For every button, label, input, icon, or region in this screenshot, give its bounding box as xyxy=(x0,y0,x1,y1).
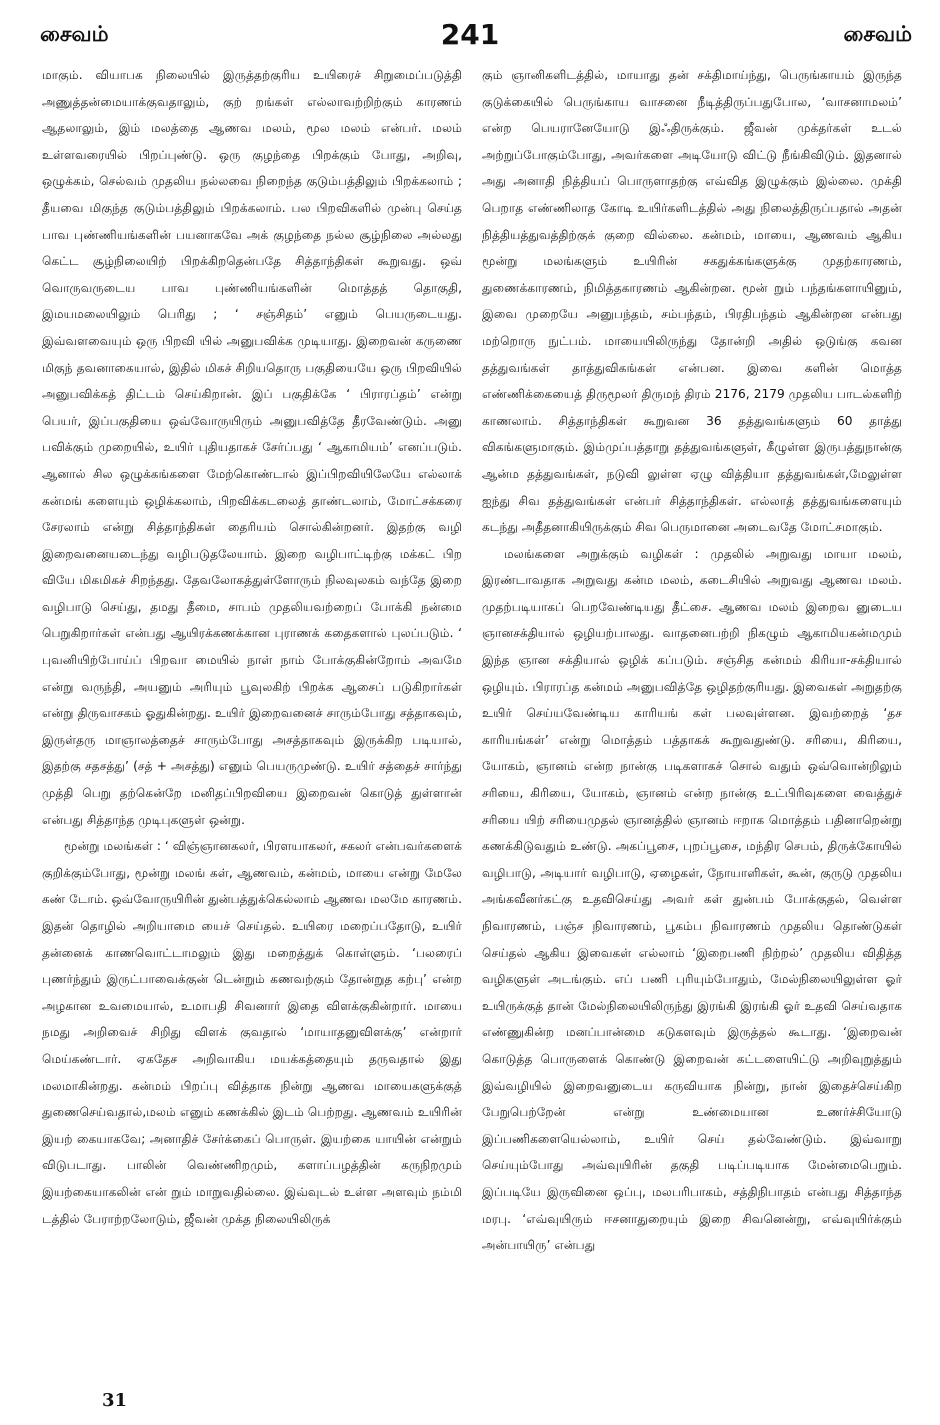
left-column xyxy=(42,62,462,1382)
left-paragraph-1: மாகும். வியாபக நிலையில் இருத்தற்குரிய உயிரைச் சிறுமைப்படுத்தி அணுத்தன்மையாக்குவதாலும், குற் றங்கள் எல்லாவற்றிற்கும் காரணம் ஆதலாலும், இம் மலத்தை ஆணவ மலம், மூல மலம் என்பர். மலம் உள்ளவரையில் பிறப்புண்டு. ஒரு குழந்தை பிறக்கும் போது, அறிவு, ஒழுக்கம், செல்வம் முதலிய நல்லவை நிறைந்த குடும்பத்திலும் பிறக்கலாம் ; தீயவை மிகுந்த குடும்பத்திலும் பிறக்கலாம். பல பிறவிகளில் முன்பு செய்த பாவ புண்ணியங்களின் பயனாகவே அக் குழந்தை நல்ல சூழ்நிலை அல்லது கெட்ட சூழ்நிலையிற் பிறக்கிறதென்பதே சித்தாந்திகள் கூறுவது. ஒவ் வொருவருடைய பாவ புண்ணியங்களின் மொத்தத் தொகுதி, இமயமலையிலும் பெரிது ; ‘ சஞ்சிதம்’ எனும் பெயருடையது. இவ்வளவையும் ஒரு பிறவி யில் அனுபவிக்க முடியாது. இறைவன் கருணை மிகுந் தவனாகையால், இதில் மிகச் சிறியதொரு பகுதியையே ஒரு பிறவியில் அனுபவிக்கத் திட்டம் செய்கிறான். இப் பகுதிக்கே ‘ பிராரப்தம்’ என்று பெயர், இப்பகுதியை ஒவ்வோருயிரும் அனுபவித்தே தீரவேண்டும். அனு பவிக்கும் முறையில், உயிர் புதியதாகச் சேர்ப்பது ‘ ஆகாமியம்’ எனப்படும். ஆனால் சில ஒழுக்கங்களை மேற்கொண்டால் இப்பிறவியிலேயே எல்லாக் கன்மங் களையும் ஒழிக்கலாம், பிறவிக்கடலைத் தாண்டலாம், மோட்சக்கரை சேரலாம் என்று சித்தாந்திகள் தைரியம் சொல்கின்றனர். இதற்கு வழி இறைவனையடைந்து வழிபடுதலேயாம். இறை வழிபாட்டிற்கு மக்கட் பிற வியே மிகமிகச் சிறந்தது. தேவலோகத்துள்ளோரும் நிலவுலகம் வந்தே இறை வழிபாடு செய்து, தமது தீமை, சாபம் முதலியவற்றைப் போக்கி நன்மை பெறுகிறார்கள் என்பது ஆயிரக்கணக்கான புராணக் கதைகளால் புலப்படும். ‘ புவனியிற்போய்ப் பிறவா மையில் நாள் நாம் போக்குகின்றோம் அவமே என்று வருந்தி, அயனும் அரியும் பூவுலகிற் பிறக்க ஆசைப் படுகிறார்கள் என்று திருவாசகம் ஓதுகின்றது. உயிர் இறைவனைச் சாரும்போது சத்தாகவும், இருள்தரு மாஞாலத்தைச் சாரும்போது அசத்தாகவும் இருக்கிற படியால், இதற்கு சதசத்து’ (சத் + அசத்து) எனும் பெயருமுண்டு. உயிர் சத்தைச் சார்ந்து முத்தி பெறு தற்கென்றே மனிதப்பிறவியை இறைவன் கொடுத் துள்ளான் என்பது சித்தாந்த முடிபுகளுள் ஒன்று. xyxy=(42,68,462,827)
left-paragraph-2: மூன்று மலங்கள் : ‘ விஞ்ஞானகலர், பிரளயாகலர், சகலர் என்பவர்களைக் குறிக்கும்போது, மூன்று மலங் கள், ஆணவம், கன்மம், மாயை என்று மேலே கண் டோம். ஒவ்வோருயிரின் துன்பத்துக்கெல்லாம் ஆணவ மலமே காரணம். இதன் தொழில் அறியாமை யைச் செய்தல். உயிரை மறைப்பதோடு, உயிர் தன்னைக் காணவொட்டாமலும் இது மறைத்துக் கொள்ளும். ‘பலரைப் புணர்ந்தும் இருட்பாவைக்குன் டென்றும் கணவற்கும் தோன்றுத கற்பு’ என்ற அழகான உவமையால், உமாபதி சிவனார் இதை விளக்குகின்றார். மாயை நமது அறிவைச் சிறிது விளக் குவதால் ‘மாயாதனுவிளக்கு’ என்றார் மெய்கண்டார். ஏகதேச அறிவாகிய மயக்கத்தையும் தருவதால் இது மலமாகின்றது. கன்மம் பிறப்பு வித்தாக நின்று ஆணவ மாயைகளுக்குத் துணைசெய்வதால்,மலம் எனும் கணக்கில் இடம் பெற்றது. ஆணவம் உயிரின் இயற் கையாகவே; அனாதிச் சேர்க்கைப் பொருள். இயற்கை யாயின் என்றும் விடுபடாது. பாலின் வெண்ணிறமும், களாப்பழத்தின் கருநிறமும் இயற்கையாகலின் என் றும் மாறுவதில்லை. இவ்வுடல் உள்ள அளவும் நம்மி டத்தில் பேராற்றலோடும், ஜீவன் முக்த நிலையிலிருக் xyxy=(42,839,462,1226)
page-number: 241 xyxy=(440,18,500,51)
right-paragraph-2: மலங்களை அறுக்கும் வழிகள் : முதலில் அறுவது மாயா மலம், இரண்டாவதாக அறுவது கன்ம மலம், கடைசியில் அறுவது ஆணவ மலம். முதற்படியாகப் பெறவேண்டியது தீட்சை. ஆணவ மலம் இறைவ னுடைய ஞானசக்தியால் ஒழியற்பாலது. வாதனைபற்றி நிகழும் ஆகாமியகன்மமும் இந்த ஞான சக்தியால் ஒழிக் கப்படும். சஞ்சித கன்மம் கிரியா-சக்தியால் ஒழியும். பிராரப்த கன்மம் அனுபவித்தே ஒழிதற்குரியது. இவைகள் அறுதற்கு உயிர் செய்யவேண்டிய காரியங் கள் பலவுள்ளன. இவற்றைத் ‘தச காரியங்கள்’ என்று மொத்தம் பத்தாகக் கூறுவதுண்டு. சரியை, கிரியை, யோகம், ஞானம் என்ற நான்கு படிகளாகச் சொல் வதும் ஒவ்வொன்றிலும் சரியை, கிரியை, யோகம், ஞானம் என்ற நான்கு உட்பிரிவுகளை வைத்துச் சரியை யிற் சரியைமுதல் ஞானத்தில் ஞானம் ஈறாக மொத்தம் பதினாறென்று கணக்கிடுவதும் உண்டு. அகப்பூசை, புறப்பூசை, மந்திர செபம், திருக்கோயில் வழிபாடு, அடியார் வழிபாடு, ஏழைகள், நோயாளிகள், கூன், குருடு முதலிய அங்கவீனர்கட்கு உதவிசெய்து அவர் கள் துன்பம் போக்குதல், வெள்ள நிவாரணம், பஞ்ச நிவாரணம், பூகம்ப நிவாரணம் முதலிய தொண்டுகள் செய்தல் ஆகிய இவைகள் எல்லாம் ‘இறைபணி நிற்றல்’ முதலிய விதித்த வழிகளுள் அடங்கும். எப் பணி புரியும்போதும், மேல்நிலையிலுள்ள ஓர் உயிருக்குத் தான் மேல்நிலையிலிருந்து இரங்கி இரங்கி ஓர் உதவி செய்வதாக எண்ணுகின்ற மனப்பான்மை கடுகளவும் இருத்தல் கூடாது. ‘இறைவன் கொடுத்த பொருளைக் கொண்டு இறைவன் கட்டளையிட்டு அறிவுறுத்தும் இவ்வழியில் இறைவனுடைய கருவியாக நின்று, நான் இதைச்செய்கிற பேறுபெற்றேன் என்று உண்மையான உணர்ச்சியோடு இப்பணிகளையெல்லாம், உயிர் செய் தல்வேண்டும். இவ்வாறு செய்யும்போது அவ்வுயிரின் தகுதி படிப்படியாக மேன்மைபெறும். இப்படியே இருவினை ஒப்பு, மலபரிபாகம், சத்திநிபாதம் என்பது சித்தாந்த மரபு. ‘எவ்வுயிரும் ஈசனாதுறையும் இறை சிவனென்று, எவ்வுயிர்க்கும் அன்பாயிரு’ என்பது xyxy=(482,546,902,1253)
right-column xyxy=(482,62,902,1382)
running-head-right: சைவம் xyxy=(843,22,912,46)
page-header xyxy=(0,18,940,58)
running-head-left: சைவம் xyxy=(40,22,109,46)
folio-number: 31 xyxy=(102,1390,128,1411)
right-paragraph-1: கும் ஞானிகளிடத்தில், மாயாது தன் சக்திமாய்ந்து, பெருங்காயம் இருந்த குடுக்கையில் பெருங்காய வாசனை நீடித்திருப்பதுபோல, ‘வாசனாமலம்’ என்ற பெயரானேயோடு இஃதிருக்கும். ஜீவன் முக்தர்கள் உடல் அற்றுப்போகும்போது, அவர்களை அடியோடு விட்டு நீங்கிவிடும். இதனால் அது அனாதி நித்தியப் பொருளாதற்கு எவ்வித இழுக்கும் இல்லை. முக்தி பெறாத எண்ணிலாத கோடி உயிர்களிடத்தில் அது நிலைத்திருப்பதால் அதன் நித்தியத்துவத்திற்குக் குறை வில்லை. கன்மம், மாயை, ஆணவம் ஆகிய மூன்று மலங்களும் உயிரின் சகதுக்கங்களுக்கு முதற்காரணம், துணைக்காரணம், நிமித்தகாரணம் ஆகின்றன. மூன் றும் பந்தங்களாயினும், இவை முறையே அனுபந்தம், சம்பந்தம், பிரதிபந்தம் ஆகின்றன என்பது மற்றொரு நுட்பம். மாயையிலிருந்து தோன்றி அதில் ஒடுங்கு கவன தத்துவங்கள் தாத்துவிகங்கள் என்பன. இவை களின் மொத்த எண்ணிக்கையைத் திருமூலர் திருமந் திரம் 2176, 2179 முதலிய பாடல்களிற் காணலாம். சித்தாந்திகள் கூறுவன 36 தத்துவங்களும் 60 தாத்து விகங்களுமாகும். இம்முப்பத்தாறு தத்துவங்களுள், கீழுள்ள இருபத்துநான்கு ஆன்ம தத்துவங்கள், நடுவி லுள்ள ஏழு வித்தியா தத்துவங்கள்,மேலுள்ள ஐந்து சிவ தத்துவங்கள் என்பர் சித்தாந்திகள். எல்லாத் தத்துவங்களையும் கடந்து அதீதனாகியிருக்கும் சிவ பெருமானை அடைவதே மோட்சமாகும். xyxy=(482,68,902,535)
